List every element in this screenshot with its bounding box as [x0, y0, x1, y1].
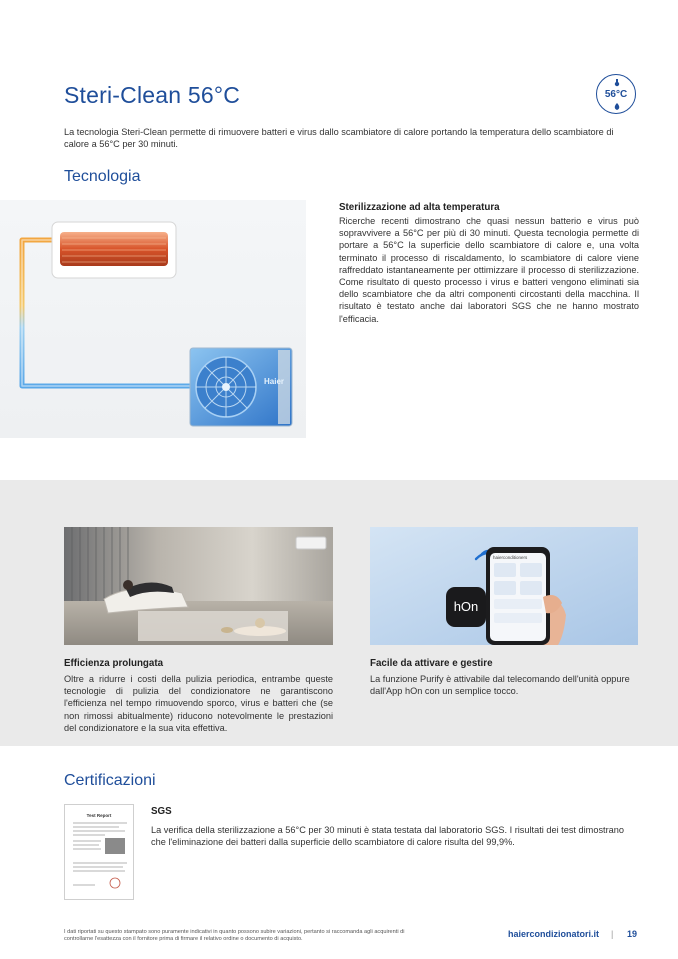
steri-clean-illustration: [0, 200, 306, 438]
badge-label: 56°C: [604, 89, 628, 100]
tecnologia-heading: Tecnologia: [64, 168, 141, 185]
hero-brand-logo: Haier: [264, 377, 285, 386]
footer-separator: |: [611, 929, 614, 939]
tecnologia-subheading: Sterilizzazione ad alta temperatura: [339, 202, 500, 213]
phone-header-text: haierconditioners: [493, 555, 528, 560]
page-number: 19: [627, 929, 638, 939]
hon-app-icon: hOn: [453, 599, 479, 614]
sgs-body: La verifica della sterilizzazione a 56°C per 30 minuti è stata testata dal laboratorio SGS. I risultati dei test dimostrano che l'eliminazione dei batteri dalla superficie dello scambiatore di calore risulta del 99,9%.: [151, 825, 624, 848]
certificazioni-heading: Certificazioni: [64, 772, 156, 789]
living-room-photo: [64, 527, 333, 645]
footer-website-link[interactable]: haiercondizionatori.it: [508, 929, 600, 939]
certificate-title: Test Report: [86, 813, 112, 818]
sgs-certificate-thumbnail: [64, 804, 134, 900]
intro-text: La tecnologia Steri-Clean permette di rimuovere batteri e virus dallo scambiatore di calore portando la temperatura dello scambiatore di calore a 56°C per 30 minuti.: [64, 127, 614, 149]
footer-disclaimer: I dati riportati su questo stampato sono puramente indicativi in quanto possono subire variazioni, pertanto si raccomanda agli acquirenti di controllarne l'esattezza con il fornitore prima di firmare il relativo ordine o documento di acquisto.: [64, 929, 405, 942]
sgs-heading: SGS: [151, 806, 172, 817]
page-title: Steri-Clean 56°C: [64, 82, 241, 108]
tecnologia-body: Ricerche recenti dimostrano che quasi nessun batterio e virus può sopravvivere a 56°C per più di 30 minuti. Questa tecnologia permette di portare a 56°C la superficie dello scambiatore di calore e, una volta terminato il processo di riscaldamento, lo scambiatore di calore viene raffreddato istantaneamente per ottimizzare il processo di sterilizzazione. Come risultato di questo processo i virus e batteri vengono eliminati sia dello scambiatore che da altri componenti circostanti della macchina. Il risultato è testato anche dai laboratori SGS che ne hanno mostrato l'efficacia.: [339, 216, 639, 324]
facile-body: La funzione Purify è attivabile dal telecomando dell'unità oppure dall'App hOn con un semplice tocco.: [370, 674, 630, 697]
efficienza-body: Oltre a ridurre i costi della pulizia periodica, entrambe queste tecnologie di pulizia del condizionatore ne garantiscono l'efficienza nel tempo rimuovendo sporco, virus e batteri che (se non rimossi abitualmente) riducono notevolmente le prestazioni del condizionatore e la sua vita effettiva.: [64, 674, 333, 733]
efficienza-title: Efficienza prolungata: [64, 658, 164, 669]
facile-title: Facile da attivare e gestire: [370, 658, 493, 669]
hon-app-photo: [370, 527, 638, 645]
steri-clean-badge: [596, 74, 636, 114]
